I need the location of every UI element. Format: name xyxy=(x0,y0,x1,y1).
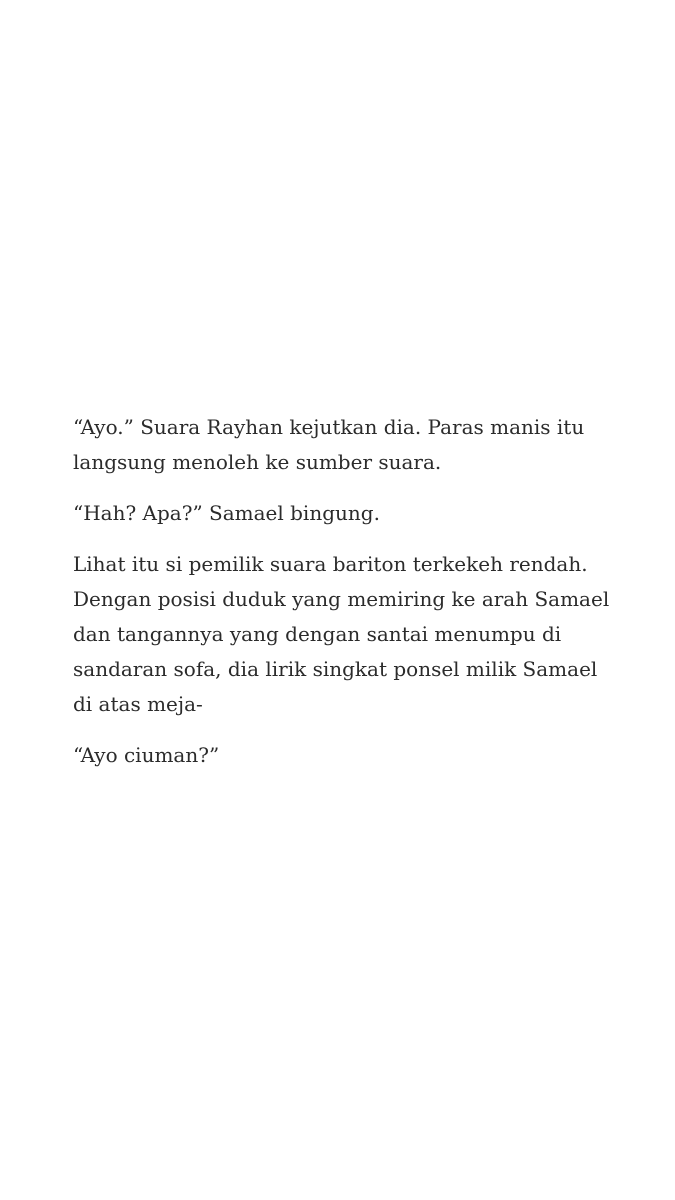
paragraph-3 xyxy=(73,547,643,722)
text-line: dan tangannya yang dengan santai menumpu di xyxy=(73,622,562,646)
story-text xyxy=(73,410,643,789)
text-line: sandaran sofa, dia lirik singkat ponsel milik Samael xyxy=(73,657,598,681)
paragraph-4 xyxy=(73,738,643,773)
paragraph-1 xyxy=(73,410,643,480)
text-line: “Ayo.” Suara Rayhan kejutkan dia. Paras manis itu xyxy=(73,415,585,439)
text-line: “Ayo ciuman?” xyxy=(73,743,220,767)
text-line: langsung menoleh ke sumber suara. xyxy=(73,450,442,474)
text-line: Lihat itu si pemilik suara bariton terkekeh rendah. xyxy=(73,552,588,576)
text-line: di atas meja- xyxy=(73,692,203,716)
paragraph-2 xyxy=(73,496,643,531)
text-line: “Hah? Apa?” Samael bingung. xyxy=(73,501,380,525)
text-line: Dengan posisi duduk yang memiring ke arah Samael xyxy=(73,587,610,611)
